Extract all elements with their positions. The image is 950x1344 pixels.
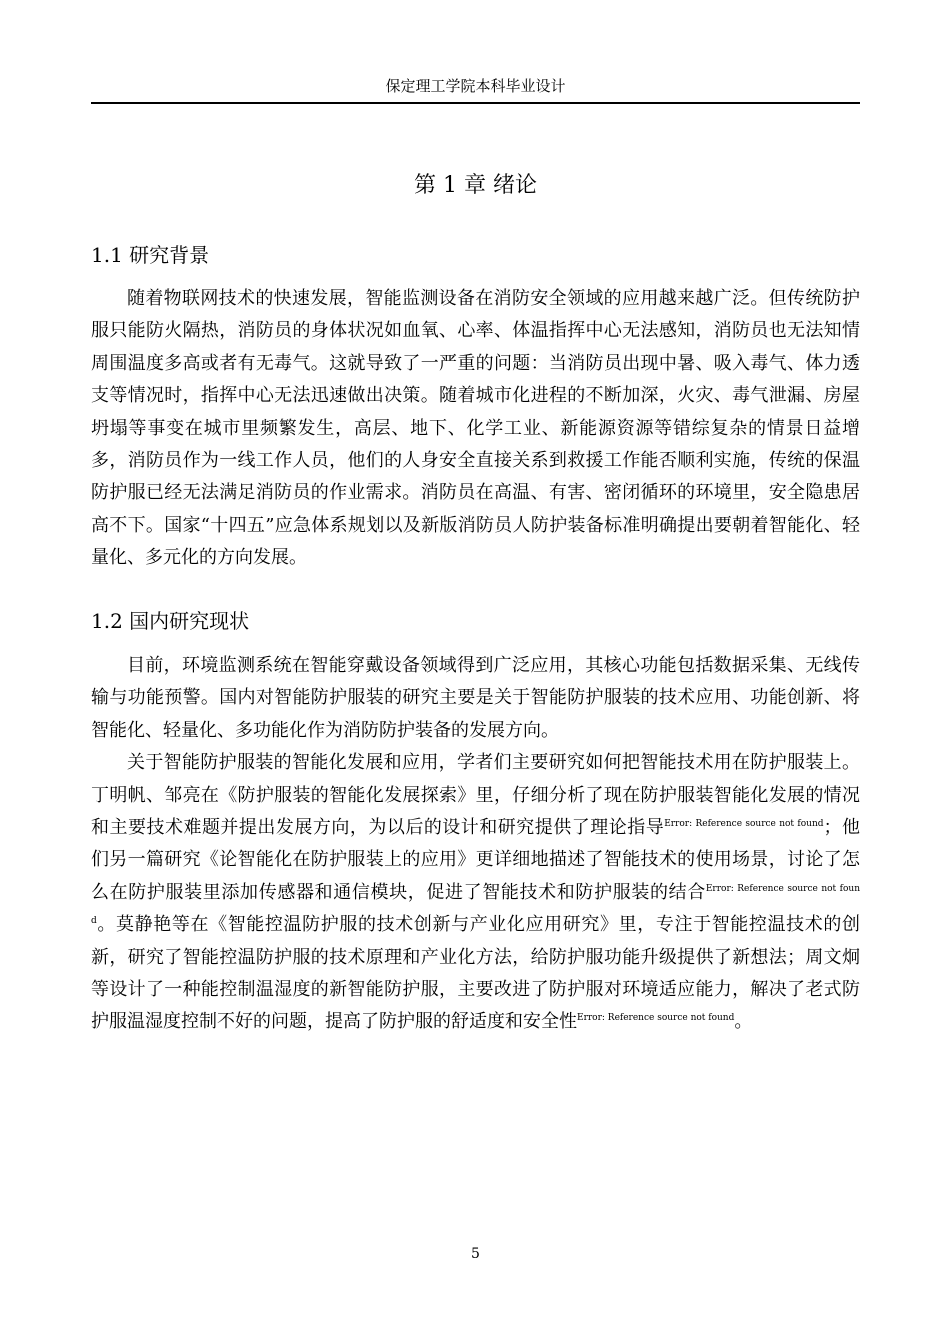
section-body-background — [91, 283, 860, 575]
page-number: 5 — [471, 1246, 480, 1262]
text-run: 关于智能防护服装的智能化发展和应用，学者们主要研究如何把智能技术用在防护服装上。丁明帆、邹亮在《防护服装的智能化发展探索》里，仔细分析了现在防护服装智能化发展的情况和主要技术难题并提出发展方向，为以后的设计和研究提供了理论指导 — [91, 752, 860, 839]
section-body-domestic-research — [91, 650, 860, 1039]
paragraph-with-references — [91, 747, 860, 1039]
reference-error: Error: Reference source not found — [664, 819, 824, 830]
page-header — [91, 74, 860, 104]
reference-error: Error: Reference source not found — [577, 1013, 735, 1024]
text-run: 。 — [734, 1011, 753, 1033]
text-run: ；他们另一篇研究《论智能化在防护服装上的应用》更详细地描述了智能技术的使用场景，讨论了怎么在防护服装里添加传感器和通信模块，促进了智能技术和防护服装的结合 — [91, 817, 861, 903]
paragraph: 随着物联网技术的快速发展，智能监测设备在消防安全领域的应用越来越广泛。但传统防护服只能防火隔热，消防员的身体状况如血氧、心率、体温指挥中心无法感知，消防员也无法知情周围温度多高或者有无毒气。这就导致了一严重的问题：当消防员出现中暑、吸入毒气、体力透支等情况时，指挥中心无法迅速做出决策。随着城市化进程的不断加深，火灾、毒气泄漏、房屋坍塌等事变在城市里频繁发生，高层、地下、化学工业、新能源资源等错综复杂的情景日益增多，消防员作为一线工作人员，他们的人身安全直接关系到救援工作能否顺利实施，传统的保温防护服已经无法满足消防员的作业需求。消防员在高温、有害、密闭循环的环境里，安全隐患居高不下。国家“十四五”应急体系规划以及新版消防员人防护装备标准明确提出要朝着智能化、轻量化、多元化的方向发展。 — [91, 288, 860, 569]
chapter-title: 第 1 章 绪论 — [414, 173, 537, 198]
paragraph: 目前，环境监测系统在智能穿戴设备领域得到广泛应用，其核心功能包括数据采集、无线传输与功能预警。国内对智能防护服装的研究主要是关于智能防护服装的技术应用、功能创新、将智能化、轻量化、多功能化作为消防防护装备的发展方向。 — [91, 655, 860, 741]
text-run: 。莫静艳等在《智能控温防护服的技术创新与产业化应用研究》里，专注于智能控温技术的创新，研究了智能控温防护服的技术原理和产业化方法，给防护服功能升级提供了新想法；周文炯等设计了一种能控制温湿度的新智能防护服，主要改进了防护服对环境适应能力，解决了老式防护服温湿度控制不好的问题，提高了防护服的舒适度和安全性 — [91, 914, 860, 1033]
header-title: 保定理工学院本科毕业设计 — [385, 77, 566, 95]
section-heading-background: 1.1 研究背景 — [91, 243, 210, 267]
reference-error: Error: Reference source not found — [91, 883, 860, 927]
section-heading-domestic-research: 1.2 国内研究现状 — [91, 609, 250, 633]
